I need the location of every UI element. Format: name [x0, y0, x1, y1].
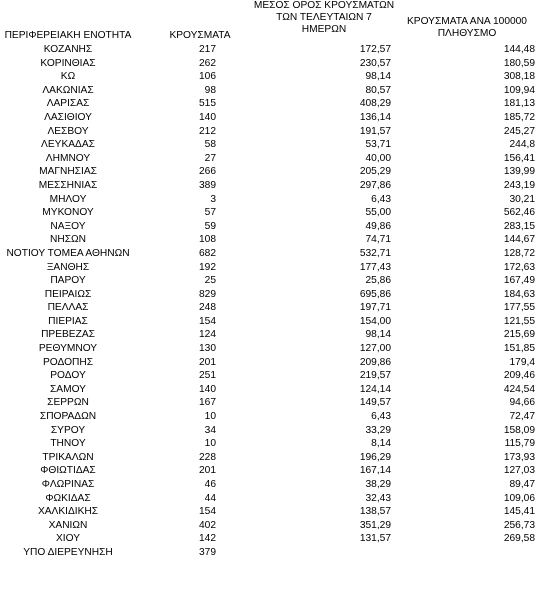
cases-table-body [0, 43, 535, 560]
seven-day-average-cell: 154,00 [359, 315, 391, 327]
table-row [0, 165, 535, 179]
cases-table [0, 43, 535, 560]
table-row [0, 424, 535, 438]
seven-day-average-cell: 40,00 [365, 152, 391, 164]
cases-cell: 3 [210, 193, 216, 205]
table-row [0, 328, 535, 342]
region-cell: ΝΗΣΩΝ [50, 234, 86, 246]
region-cell: ΚΟΖΑΝΗΣ [43, 44, 93, 55]
cases-cell: 262 [199, 57, 216, 69]
table-row [0, 193, 535, 207]
cases-per-100k-cell: 256,73 [503, 519, 535, 531]
cases-cell: 389 [199, 179, 216, 191]
cases-cell: 142 [199, 533, 216, 545]
region-cell: ΦΛΩΡΙΝΑΣ [41, 479, 95, 490]
cases-cell: 402 [199, 519, 216, 531]
cases-cell: 108 [199, 234, 216, 246]
seven-day-average-cell: 25,86 [365, 275, 391, 287]
header-avg-line-3: ΗΜΕΡΩΝ [301, 24, 347, 35]
table-row [0, 396, 535, 410]
cases-per-100k-cell: 151,85 [503, 343, 535, 355]
region-cell: ΥΠΟ ΔΙΕΡΕΥΝΗΣΗ [23, 546, 113, 558]
seven-day-average-cell [216, 546, 391, 560]
table-row [0, 478, 535, 492]
cases-per-100k-cell: 121,55 [503, 315, 535, 327]
seven-day-average-cell: 6,43 [371, 193, 391, 205]
region-cell: ΡΟΔΟΠΗΣ [42, 356, 94, 368]
table-row [0, 369, 535, 383]
header-cases [160, 30, 240, 42]
region-cell: ΛΑΣΙΘΙΟΥ [44, 111, 92, 123]
region-cell: ΛΗΜΝΟΥ [45, 152, 91, 164]
seven-day-average-cell: 197,71 [359, 302, 391, 314]
header-seven-day-average [236, 0, 412, 36]
cases-per-100k-cell: 424,54 [503, 383, 535, 395]
cases-cell: 228 [199, 451, 216, 463]
cases-cell: 140 [199, 383, 216, 395]
seven-day-average-cell: 219,57 [359, 370, 391, 382]
cases-cell: 201 [199, 356, 216, 368]
table-row [0, 57, 535, 71]
cases-cell: 27 [204, 152, 216, 164]
cases-cell: 44 [204, 492, 216, 504]
region-cell: ΧΑΛΚΙΔΙΚΗΣ [37, 506, 99, 518]
seven-day-average-cell: 136,14 [359, 111, 391, 123]
seven-day-average-cell: 8,14 [371, 438, 391, 450]
table-row [0, 43, 535, 57]
cases-cell: 682 [199, 247, 216, 259]
cases-per-100k-cell: 173,93 [503, 451, 535, 463]
cases-per-100k-cell: 139,99 [503, 166, 535, 178]
cases-per-100k-cell: 128,72 [503, 247, 535, 259]
cases-per-100k-cell: 185,72 [503, 111, 535, 123]
region-cell: ΜΑΓΝΗΣΙΑΣ [39, 166, 97, 178]
cases-per-100k-cell: 209,46 [503, 370, 535, 382]
seven-day-average-cell: 80,57 [365, 84, 391, 96]
header-avg-line-1: ΜΕΣΟΣ ΟΡΟΣ ΚΡΟΥΣΜΑΤΩΝ [253, 0, 395, 11]
table-row [0, 301, 535, 315]
cases-per-100k-cell: 179,4 [509, 356, 535, 368]
region-cell: ΠΕΙΡΑΙΩΣ [44, 288, 92, 300]
region-cell: ΠΙΕΡΙΑΣ [48, 315, 88, 327]
seven-day-average-cell: 33,29 [365, 424, 391, 436]
region-cell: ΤΡΙΚΑΛΩΝ [42, 451, 94, 463]
seven-day-average-cell: 196,29 [359, 451, 391, 463]
seven-day-average-cell: 167,14 [359, 465, 391, 477]
table-row [0, 451, 535, 465]
table-row [0, 261, 535, 275]
cases-per-100k-cell [391, 546, 535, 560]
cases-per-100k-cell: 115,79 [504, 438, 535, 450]
seven-day-average-cell: 74,71 [365, 234, 391, 246]
table-row [0, 315, 535, 329]
cases-per-100k-cell: 145,41 [503, 506, 535, 518]
cases-per-100k-cell: 184,63 [503, 288, 535, 300]
header-avg-line-2: ΤΩΝ ΤΕΛΕΥΤΑΙΩΝ 7 [276, 12, 372, 23]
cases-per-100k-cell: 109,94 [503, 84, 535, 96]
seven-day-average-cell: 177,43 [359, 261, 391, 273]
cases-cell: 59 [204, 220, 216, 232]
table-row [0, 356, 535, 370]
table-row [0, 70, 535, 84]
header-cases-per-100k [402, 16, 532, 40]
cases-cell: 98 [204, 84, 216, 96]
cases-per-100k-cell: 562,46 [503, 207, 535, 219]
region-cell: ΚΟΡΙΝΘΙΑΣ [40, 57, 96, 69]
header-region [0, 30, 136, 42]
cases-cell: 167 [199, 397, 216, 409]
region-cell: ΛΕΥΚΑΔΑΣ [41, 139, 95, 151]
seven-day-average-cell: 53,71 [365, 139, 391, 151]
cases-per-100k-cell: 30,21 [509, 193, 535, 205]
region-cell: ΡΕΘΥΜΝΟΥ [38, 343, 98, 355]
cases-per-100k-cell: 308,18 [503, 71, 535, 83]
seven-day-average-cell: 38,29 [365, 479, 391, 490]
cases-cell: 130 [199, 343, 216, 355]
region-cell: ΜΗΛΟΥ [49, 193, 87, 205]
seven-day-average-cell: 127,00 [359, 343, 391, 355]
seven-day-average-cell: 55,00 [365, 207, 391, 219]
seven-day-average-cell: 98,14 [365, 329, 391, 341]
cases-cell: 201 [199, 465, 216, 477]
cases-per-100k-cell: 283,15 [503, 220, 535, 232]
seven-day-average-cell: 131,57 [359, 533, 391, 545]
region-cell: ΛΑΡΙΣΑΣ [46, 98, 90, 110]
seven-day-average-cell: 6,43 [371, 411, 391, 423]
table-row [0, 342, 535, 356]
cases-cell: 10 [204, 438, 216, 450]
region-cell: ΞΑΝΘΗΣ [46, 261, 90, 273]
header-cases-label: ΚΡΟΥΣΜΑΤΑ [169, 30, 231, 41]
table-row [0, 111, 535, 125]
cases-cell: 154 [199, 315, 216, 327]
region-cell: ΛΕΣΒΟΥ [47, 125, 89, 137]
region-cell: ΛΑΚΩΝΙΑΣ [42, 84, 94, 96]
region-cell: ΜΕΣΣΗΝΙΑΣ [38, 179, 98, 191]
table-row [0, 179, 535, 193]
seven-day-average-cell: 124,14 [359, 383, 391, 395]
cases-per-100k-cell: 167,49 [503, 275, 535, 287]
cases-cell: 154 [199, 506, 216, 518]
cases-per-100k-cell: 156,41 [503, 152, 535, 164]
region-cell: ΦΩΚΙΔΑΣ [45, 492, 91, 504]
cases-per-100k-cell: 127,03 [503, 465, 535, 477]
table-row [0, 152, 535, 166]
cases-per-100k-cell: 144,67 [503, 234, 535, 246]
header-per100k-line-1: ΚΡΟΥΣΜΑΤΑ ΑΝΑ 100000 [407, 16, 527, 27]
cases-cell: 515 [199, 98, 216, 110]
seven-day-average-cell: 98,14 [365, 71, 391, 83]
region-cell: ΝΑΞΟΥ [50, 220, 86, 232]
cases-per-100k-cell: 244,8 [509, 139, 535, 151]
seven-day-average-cell: 351,29 [359, 519, 391, 531]
cases-cell: 25 [204, 275, 216, 287]
table-row [0, 519, 535, 533]
region-cell: ΧΙΟΥ [55, 533, 81, 545]
region-cell: ΣΥΡΟΥ [50, 424, 86, 436]
region-cell: ΤΗΝΟΥ [50, 438, 86, 450]
cases-cell: 251 [199, 370, 216, 382]
cases-cell: 58 [204, 139, 216, 151]
cases-cell: 57 [204, 207, 216, 219]
seven-day-average-cell: 297,86 [359, 179, 391, 191]
cases-per-100k-cell: 144,48 [503, 44, 535, 55]
cases-per-100k-cell: 243,19 [503, 179, 535, 191]
cases-per-100k-cell: 109,06 [503, 492, 535, 504]
cases-cell: 106 [199, 71, 216, 83]
seven-day-average-cell: 230,57 [359, 57, 391, 69]
table-row [0, 84, 535, 98]
cases-per-100k-cell: 181,13 [503, 98, 535, 110]
seven-day-average-cell: 408,29 [359, 98, 391, 110]
seven-day-average-cell: 532,71 [359, 247, 391, 259]
region-cell: ΠΡΕΒΕΖΑΣ [41, 329, 95, 341]
cases-cell: 140 [199, 111, 216, 123]
region-cell: ΦΘΙΩΤΙΔΑΣ [40, 465, 96, 477]
cases-cell: 217 [199, 44, 216, 55]
seven-day-average-cell: 32,43 [365, 492, 391, 504]
cases-cell: 124 [199, 329, 216, 341]
table-row [0, 247, 535, 261]
table-row [0, 233, 535, 247]
cases-cell: 829 [199, 288, 216, 300]
cases-cell: 266 [199, 166, 216, 178]
cases-cell: 192 [199, 261, 216, 273]
table-row [0, 383, 535, 397]
region-cell: ΝΟΤΙΟΥ ΤΟΜΕΑ ΑΘΗΝΩΝ [6, 247, 130, 259]
cases-per-100k-cell: 72,47 [509, 411, 535, 423]
table-row [0, 138, 535, 152]
cases-per-100k-cell: 94,66 [509, 397, 535, 409]
cases-per-100k-cell: 89,47 [509, 479, 535, 490]
table-row [0, 220, 535, 234]
header-region-label: ΠΕΡΙΦΕΡΕΙΑΚΗ ΕΝΟΤΗΤΑ [4, 30, 132, 41]
table-row [0, 437, 535, 451]
region-cell: ΜΥΚΟΝΟΥ [42, 207, 94, 219]
cases-cell: 46 [204, 479, 216, 490]
cases-cell: 10 [204, 411, 216, 423]
table-row [0, 274, 535, 288]
table-row [0, 532, 535, 546]
region-cell: ΣΠΟΡΑΔΩΝ [39, 411, 97, 423]
cases-per-100k-cell: 269,58 [503, 533, 535, 545]
header-per100k-line-2: ΠΛΗΘΥΣΜΟ [437, 28, 497, 39]
table-row [0, 464, 535, 478]
cases-per-100k-cell: 177,55 [503, 302, 535, 314]
seven-day-average-cell: 191,57 [359, 125, 391, 137]
table-row [0, 97, 535, 111]
cases-per-100k-cell: 158,09 [503, 424, 535, 436]
cases-cell: 248 [199, 302, 216, 314]
cases-cell: 212 [199, 125, 216, 137]
cases-per-100k-cell: 215,69 [503, 329, 535, 341]
table-row [0, 410, 535, 424]
cases-per-100k-cell: 172,63 [503, 261, 535, 273]
seven-day-average-cell: 205,29 [359, 166, 391, 178]
table-row [0, 206, 535, 220]
region-cell: ΚΩ [60, 71, 76, 83]
table-row [0, 288, 535, 302]
region-cell: ΣΑΜΟΥ [50, 383, 86, 395]
seven-day-average-cell: 149,57 [359, 397, 391, 409]
table-row [0, 492, 535, 506]
table-row [0, 546, 535, 560]
region-cell: ΠΕΛΛΑΣ [47, 302, 89, 314]
region-cell: ΧΑΝΙΩΝ [48, 519, 88, 531]
region-cell: ΣΕΡΡΩΝ [47, 397, 89, 409]
seven-day-average-cell: 695,86 [359, 288, 391, 300]
cases-per-100k-cell: 180,59 [503, 57, 535, 69]
table-row [0, 505, 535, 519]
cases-per-100k-cell: 245,27 [503, 125, 535, 137]
seven-day-average-cell: 138,57 [359, 506, 391, 518]
seven-day-average-cell: 172,57 [359, 44, 391, 55]
cases-cell: 34 [204, 424, 216, 436]
region-cell: ΡΟΔΟΥ [50, 370, 86, 382]
table-row [0, 125, 535, 139]
region-cell: ΠΑΡΟΥ [50, 275, 86, 287]
cases-cell: 379 [199, 546, 216, 558]
seven-day-average-cell: 209,86 [359, 356, 391, 368]
seven-day-average-cell: 49,86 [365, 220, 391, 232]
